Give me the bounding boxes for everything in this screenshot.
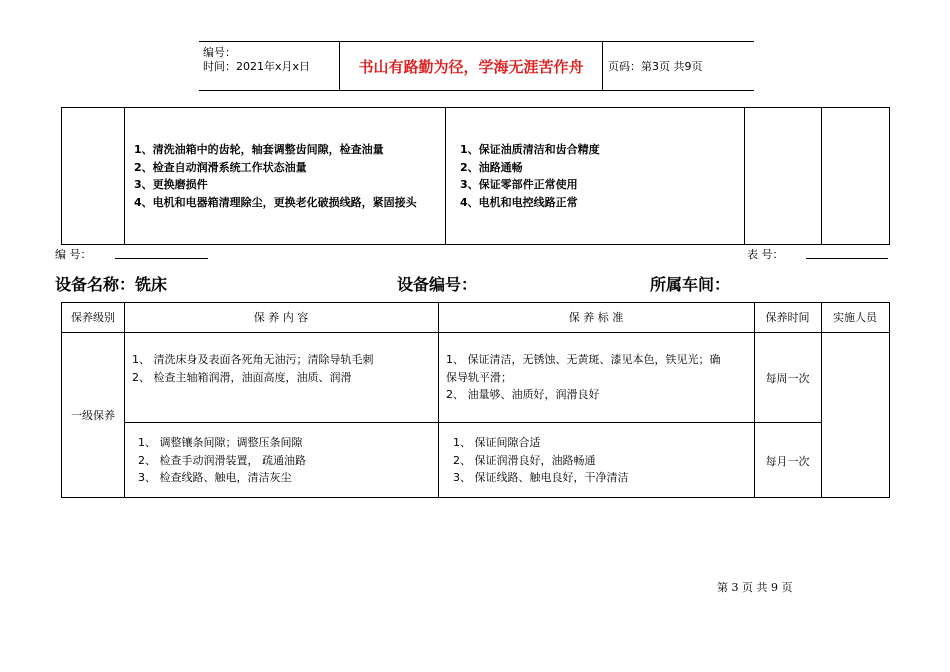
content-line: 2、 检查手动润滑装置， 疏通油路: [138, 453, 306, 467]
device-code: 设备编号：: [397, 275, 478, 294]
form-underline: [806, 258, 888, 259]
content-line: 2、 检查主轴箱润滑，油面高度，油质、润滑: [132, 370, 352, 384]
row1-time: 每周一次: [765, 372, 810, 385]
col-divider: [438, 303, 439, 497]
header-level: 保养级别: [71, 311, 115, 324]
header-divider: [62, 332, 889, 333]
content-line: 4、电机和电器箱清理除尘，更换老化破损线路，紧固接头: [134, 195, 417, 209]
header-time-label: 时间：2021年x月x日: [203, 60, 311, 73]
header-standard: 保 养 标 准: [568, 311, 624, 324]
standard-cell: [460, 141, 600, 211]
content-line: 2、检查自动润滑系统工作状态油量: [134, 160, 307, 174]
col-divider: [445, 108, 446, 244]
standard-line: 2、 保证润滑良好，油路畅通: [453, 453, 596, 467]
header-staff: 实施人员: [833, 311, 877, 324]
col-divider: [821, 108, 822, 244]
row2-content: [138, 434, 306, 487]
content-cell: [134, 141, 417, 211]
level-cell: 一级保养: [71, 409, 115, 422]
col-divider: [124, 303, 125, 497]
content-line: 1、清洗油箱中的齿轮，轴套调整齿间隙，检查油量: [134, 143, 384, 156]
content-line: 3、更换磨损件: [134, 178, 208, 191]
page-header: [199, 41, 754, 91]
col-divider: [821, 303, 822, 497]
header-content: 保 养 内 容: [253, 311, 309, 324]
standard-line: 3、 保证线路、触电良好，干净清洁: [453, 471, 629, 484]
row1-content: [132, 351, 374, 386]
maintenance-table: [61, 302, 890, 498]
standard-line: 1、 保证间隙合适: [453, 436, 541, 449]
header-code-label: 编号：: [203, 46, 236, 59]
page-footer: 第 3 页 共 9 页: [717, 581, 793, 594]
form-label: 表 号：: [747, 248, 784, 261]
workshop: 所属车间：: [650, 275, 731, 294]
standard-line: 1、 保证清洁，无锈蚀、无黄斑、漆见本色，铁见光；确: [446, 353, 721, 366]
standard-line: 2、 油量够、油质好，润滑良好: [446, 388, 600, 401]
row2-time: 每月一次: [765, 455, 810, 468]
code-underline: [115, 258, 208, 259]
standard-line: 2、油路通畅: [460, 160, 523, 174]
row1-standard: [446, 351, 721, 404]
maintenance-table-top: [61, 107, 890, 245]
content-line: 3、 检查线路、触电，清洁灰尘: [138, 471, 292, 484]
standard-line: 3、保证零部件正常使用: [460, 178, 578, 191]
code-label: 编 号：: [55, 248, 92, 261]
content-line: 1、 清洗床身及表面各死角无油污；清除导轨毛刺: [132, 353, 374, 366]
standard-line: 4、电机和电控线路正常: [460, 195, 578, 209]
device-name: 设备名称：铣床: [55, 275, 168, 294]
col-divider: [744, 108, 745, 244]
content-line: 1、 调整镶条间隙；调整压条间隙: [138, 436, 303, 449]
standard-line: 保导轨平滑；: [446, 370, 512, 384]
header-meta: [199, 42, 339, 90]
header-motto: 书山有路勤为径，学海无涯苦作舟: [339, 42, 603, 90]
row2-standard: [453, 434, 629, 487]
standard-line: 1、保证油质清洁和齿合精度: [460, 143, 600, 156]
header-time: 保养时间: [765, 311, 810, 324]
row-divider: [124, 422, 821, 423]
col-divider: [124, 108, 125, 244]
header-page-info: 页码：第3页 共9页: [608, 60, 703, 73]
